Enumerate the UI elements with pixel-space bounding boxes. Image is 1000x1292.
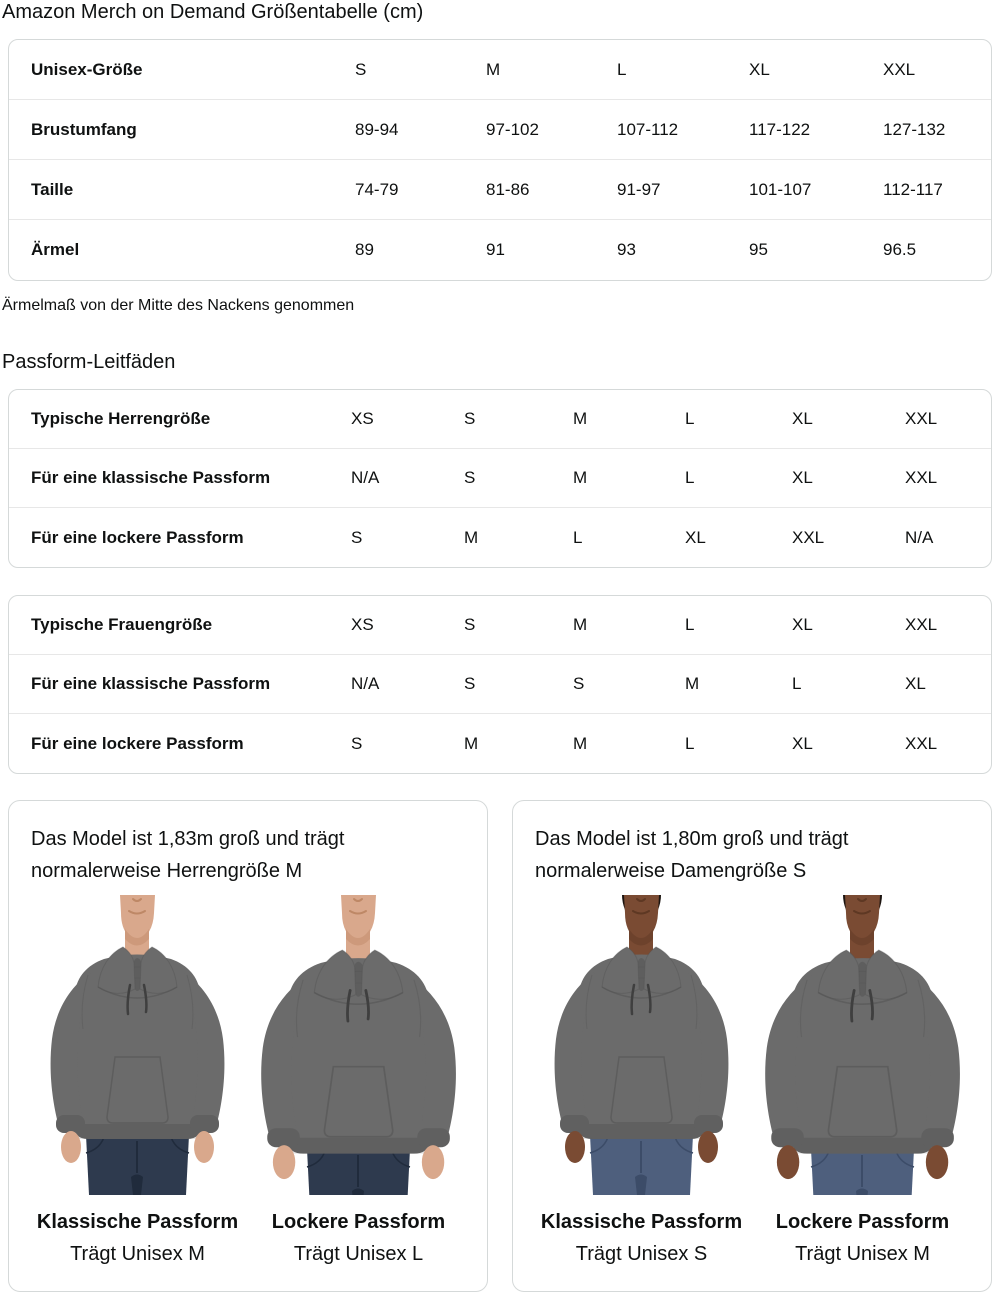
- measure-cell: 101-107: [749, 179, 812, 199]
- male-model-classic-fit-photo: [30, 895, 245, 1195]
- measure-cell: 107-112: [617, 119, 679, 139]
- fit-guides-heading: Passform-Leitfäden: [2, 351, 176, 373]
- measure-cell: 96.5: [883, 240, 917, 259]
- size-cell: M: [573, 733, 588, 753]
- size-cell: M: [464, 527, 479, 547]
- measure-cell: 117-122: [749, 119, 811, 139]
- size-column-header: L: [617, 59, 627, 79]
- size-cell: N/A: [351, 674, 380, 693]
- hoodie-figure-loose: [251, 895, 466, 1195]
- size-cell: S: [351, 733, 363, 753]
- size-cell: XL: [905, 674, 926, 693]
- table-row: [9, 714, 991, 773]
- measure-cell: 112-117: [883, 179, 943, 199]
- size-column-header: M: [486, 59, 501, 79]
- measure-cell: 93: [617, 240, 636, 259]
- fit-wears: Trägt Unisex L: [293, 1243, 424, 1265]
- fit-caption: [30, 1209, 245, 1269]
- fit-title: Klassische Passform: [540, 1211, 743, 1233]
- row-label: Typische Frauengröße: [31, 615, 213, 634]
- size-cell: S: [351, 527, 363, 547]
- model-photos: [9, 895, 487, 1195]
- table-row: [9, 160, 991, 220]
- size-column-header: S: [355, 59, 367, 79]
- model-cards: [8, 800, 992, 1292]
- size-cell: M: [573, 409, 588, 428]
- size-cell: XL: [792, 409, 813, 428]
- row-label: Brustumfang: [31, 119, 137, 139]
- fit-caption: [534, 1209, 749, 1269]
- female-model-card: [512, 800, 992, 1292]
- size-cell: M: [573, 468, 588, 487]
- male-model-card: [8, 800, 488, 1292]
- size-cell: XS: [351, 409, 374, 428]
- hoodie-figure-classic: [534, 895, 749, 1195]
- size-cell: XXL: [905, 409, 938, 428]
- row-label: Taille: [31, 179, 74, 199]
- size-cell: M: [464, 733, 479, 753]
- row-label: Typische Herrengröße: [31, 409, 211, 428]
- hoodie-figure-loose: [755, 895, 970, 1195]
- table-row: [9, 220, 991, 280]
- row-label: Für eine klassische Passform: [31, 674, 271, 693]
- table-header-row: [9, 40, 991, 100]
- table-row: [9, 655, 991, 714]
- size-column-header: XL: [749, 59, 770, 79]
- unisex-size-table: [8, 39, 992, 281]
- female-model-classic-fit-photo: [534, 895, 749, 1195]
- male-model-loose-fit-photo: [251, 895, 466, 1195]
- size-cell: XXL: [905, 733, 938, 753]
- measure-cell: 91-97: [617, 179, 661, 199]
- size-column-header: XXL: [883, 59, 916, 79]
- photo-captions: [513, 1209, 991, 1269]
- size-cell: XXL: [792, 527, 825, 547]
- size-cell: S: [573, 674, 585, 693]
- fit-wears: Trägt Unisex M: [70, 1243, 205, 1265]
- measure-cell: 81-86: [486, 179, 530, 199]
- female-model-loose-fit-photo: [755, 895, 970, 1195]
- fit-caption: [251, 1209, 466, 1269]
- table-row: [9, 449, 991, 508]
- size-cell: L: [685, 733, 695, 753]
- measure-cell: 127-132: [883, 119, 946, 139]
- size-cell: M: [685, 674, 700, 693]
- womens-fit-guide-table: [8, 595, 992, 774]
- sleeve-measure-note: Ärmelmaß von der Mitte des Nackens genommen: [2, 297, 355, 314]
- fit-title: Lockere Passform: [271, 1211, 446, 1233]
- size-cell: XL: [792, 615, 813, 634]
- fit-wears: Trägt Unisex S: [575, 1243, 708, 1265]
- measure-cell: 89: [355, 240, 374, 259]
- model-description: Das Model ist 1,83m groß und trägt normalerweise Herrengröße M: [31, 828, 345, 882]
- size-cell: XXL: [905, 615, 938, 634]
- hoodie-figure-classic: [30, 895, 245, 1195]
- measure-cell: 89-94: [355, 119, 399, 139]
- row-label: Für eine klassische Passform: [31, 468, 271, 487]
- mens-fit-guide-table: [8, 389, 992, 568]
- measure-cell: 74-79: [355, 179, 399, 199]
- model-description: Das Model ist 1,80m groß und trägt normalerweise Damengröße S: [535, 828, 849, 882]
- fit-caption: [755, 1209, 970, 1269]
- photo-captions: [9, 1209, 487, 1269]
- table-row: [9, 596, 991, 655]
- size-cell: XXL: [905, 468, 938, 487]
- size-cell: L: [685, 409, 695, 428]
- measure-cell: 97-102: [486, 119, 539, 139]
- size-cell: M: [573, 615, 588, 634]
- size-cell: N/A: [351, 468, 380, 487]
- measure-cell: 91: [486, 240, 505, 259]
- size-cell: XL: [792, 733, 813, 753]
- table-row: [9, 390, 991, 449]
- measure-cell: 95: [749, 240, 768, 259]
- size-cell: XL: [792, 468, 813, 487]
- row-label: Für eine lockere Passform: [31, 527, 244, 547]
- size-cell: S: [464, 674, 476, 693]
- row-label: Ärmel: [31, 240, 80, 259]
- fit-title: Lockere Passform: [775, 1211, 950, 1233]
- size-cell: L: [792, 674, 802, 693]
- size-cell: L: [573, 527, 583, 547]
- page-title: Amazon Merch on Demand Größentabelle (cm): [2, 1, 424, 23]
- table-row: [9, 508, 991, 567]
- model-photos: [513, 895, 991, 1195]
- fit-title: Klassische Passform: [36, 1211, 239, 1233]
- size-cell: L: [685, 615, 695, 634]
- size-cell: S: [464, 615, 476, 634]
- table-row: [9, 100, 991, 160]
- fit-wears: Trägt Unisex M: [795, 1243, 930, 1265]
- size-cell: S: [464, 409, 476, 428]
- size-cell: XL: [685, 527, 706, 547]
- size-cell: L: [685, 468, 695, 487]
- row-label: Für eine lockere Passform: [31, 733, 244, 753]
- size-cell: S: [464, 468, 476, 487]
- size-cell: XS: [351, 615, 374, 634]
- size-cell: N/A: [905, 527, 934, 547]
- size-table-corner-label: Unisex-Größe: [31, 59, 143, 79]
